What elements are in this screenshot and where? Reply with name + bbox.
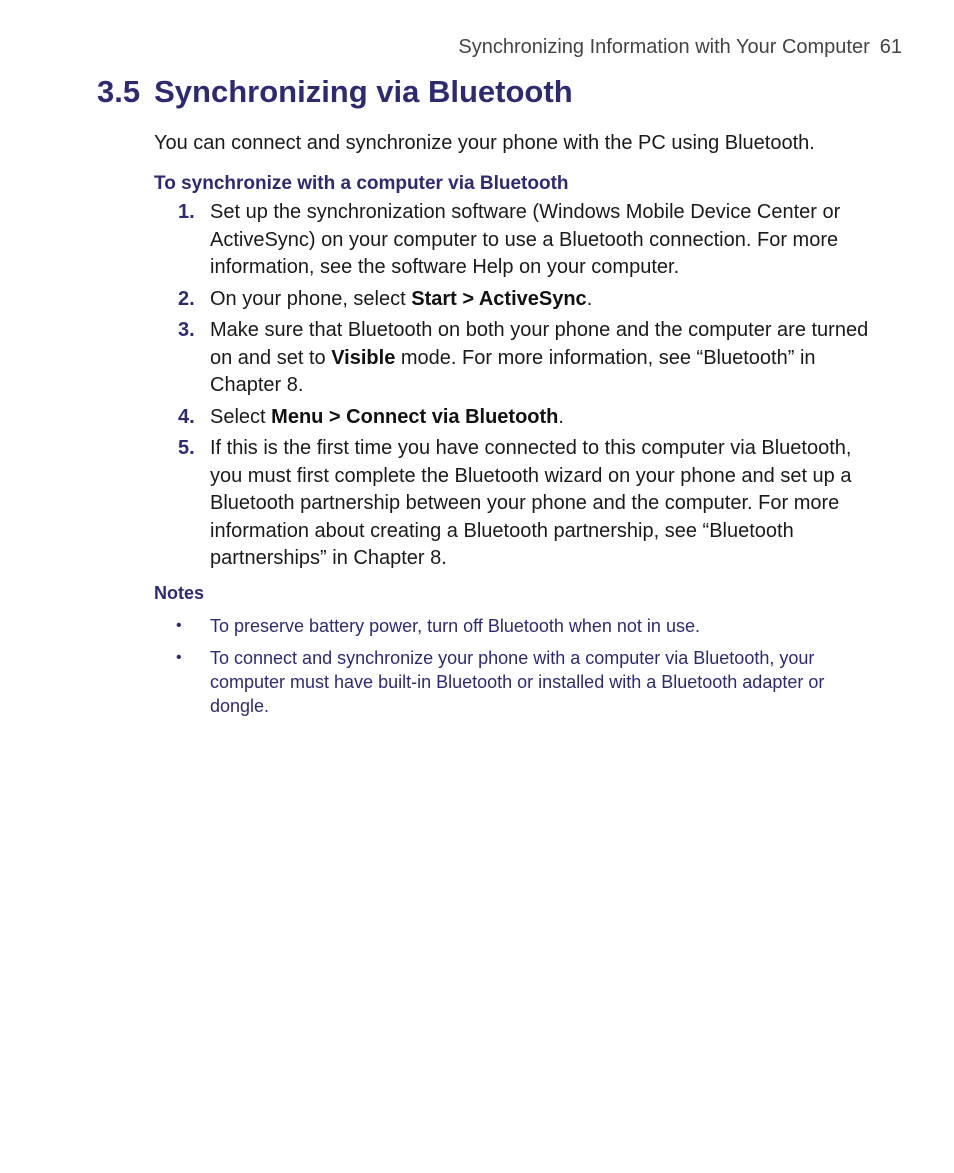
setting-name: Visible [331, 346, 396, 369]
menu-path: Start > ActiveSync [411, 287, 587, 310]
step-text: On your phone, select Start > ActiveSync. [210, 287, 593, 310]
step-item [154, 435, 874, 573]
notes-heading: Notes [154, 583, 205, 603]
running-header [458, 36, 902, 59]
notes-list [154, 614, 874, 726]
procedure-heading: To synchronize with a computer via Bluetooth [154, 173, 569, 194]
step-number: 1. [178, 201, 195, 223]
step-text: Set up the synchronization software (Windows Mobile Device Center or ActiveSync) on your computer to use a Bluetooth connection. For more information, see the software Help on your computer. [210, 201, 841, 278]
step-item [154, 404, 874, 432]
section-number: 3.5 [97, 74, 141, 109]
step-text: If this is the first time you have connected to this computer via Bluetooth, you must first complete the Bluetooth wizard on your phone and set up a Bluetooth partnership between your phone and the computer. For more information about creating a Bluetooth partnership, see “Bluetooth partnerships” in Chapter 8. [210, 437, 852, 569]
steps-list [154, 199, 874, 577]
step-number: 3. [178, 319, 195, 341]
bullet-icon: • [176, 617, 182, 634]
bullet-icon: • [176, 649, 182, 666]
intro-paragraph: You can connect and synchronize your phone with the PC using Bluetooth. [154, 132, 815, 154]
step-item [154, 317, 874, 400]
step-item [154, 286, 874, 314]
menu-path: Menu > Connect via Bluetooth [271, 405, 559, 428]
step-number: 4. [178, 405, 195, 428]
note-text: To connect and synchronize your phone with a computer via Bluetooth, your computer must have built-in Bluetooth or installed with a Bluetooth adapter or dongle. [210, 648, 825, 716]
section-title-text: Synchronizing via Bluetooth [154, 74, 573, 109]
step-text: Make sure that Bluetooth on both your phone and the computer are turned on and set to Visible mode. For more information, see “Bluetooth” in Chapter 8. [210, 319, 869, 396]
step-number: 5. [178, 437, 195, 459]
note-item [154, 614, 874, 638]
step-number: 2. [178, 287, 195, 310]
step-item [154, 199, 874, 282]
note-item [154, 646, 874, 718]
section-title [97, 74, 573, 110]
running-title: Synchronizing Information with Your Computer [458, 36, 870, 58]
step-text: Select Menu > Connect via Bluetooth. [210, 405, 564, 428]
page-number: 61 [879, 36, 902, 58]
note-text: To preserve battery power, turn off Bluetooth when not in use. [210, 616, 700, 636]
